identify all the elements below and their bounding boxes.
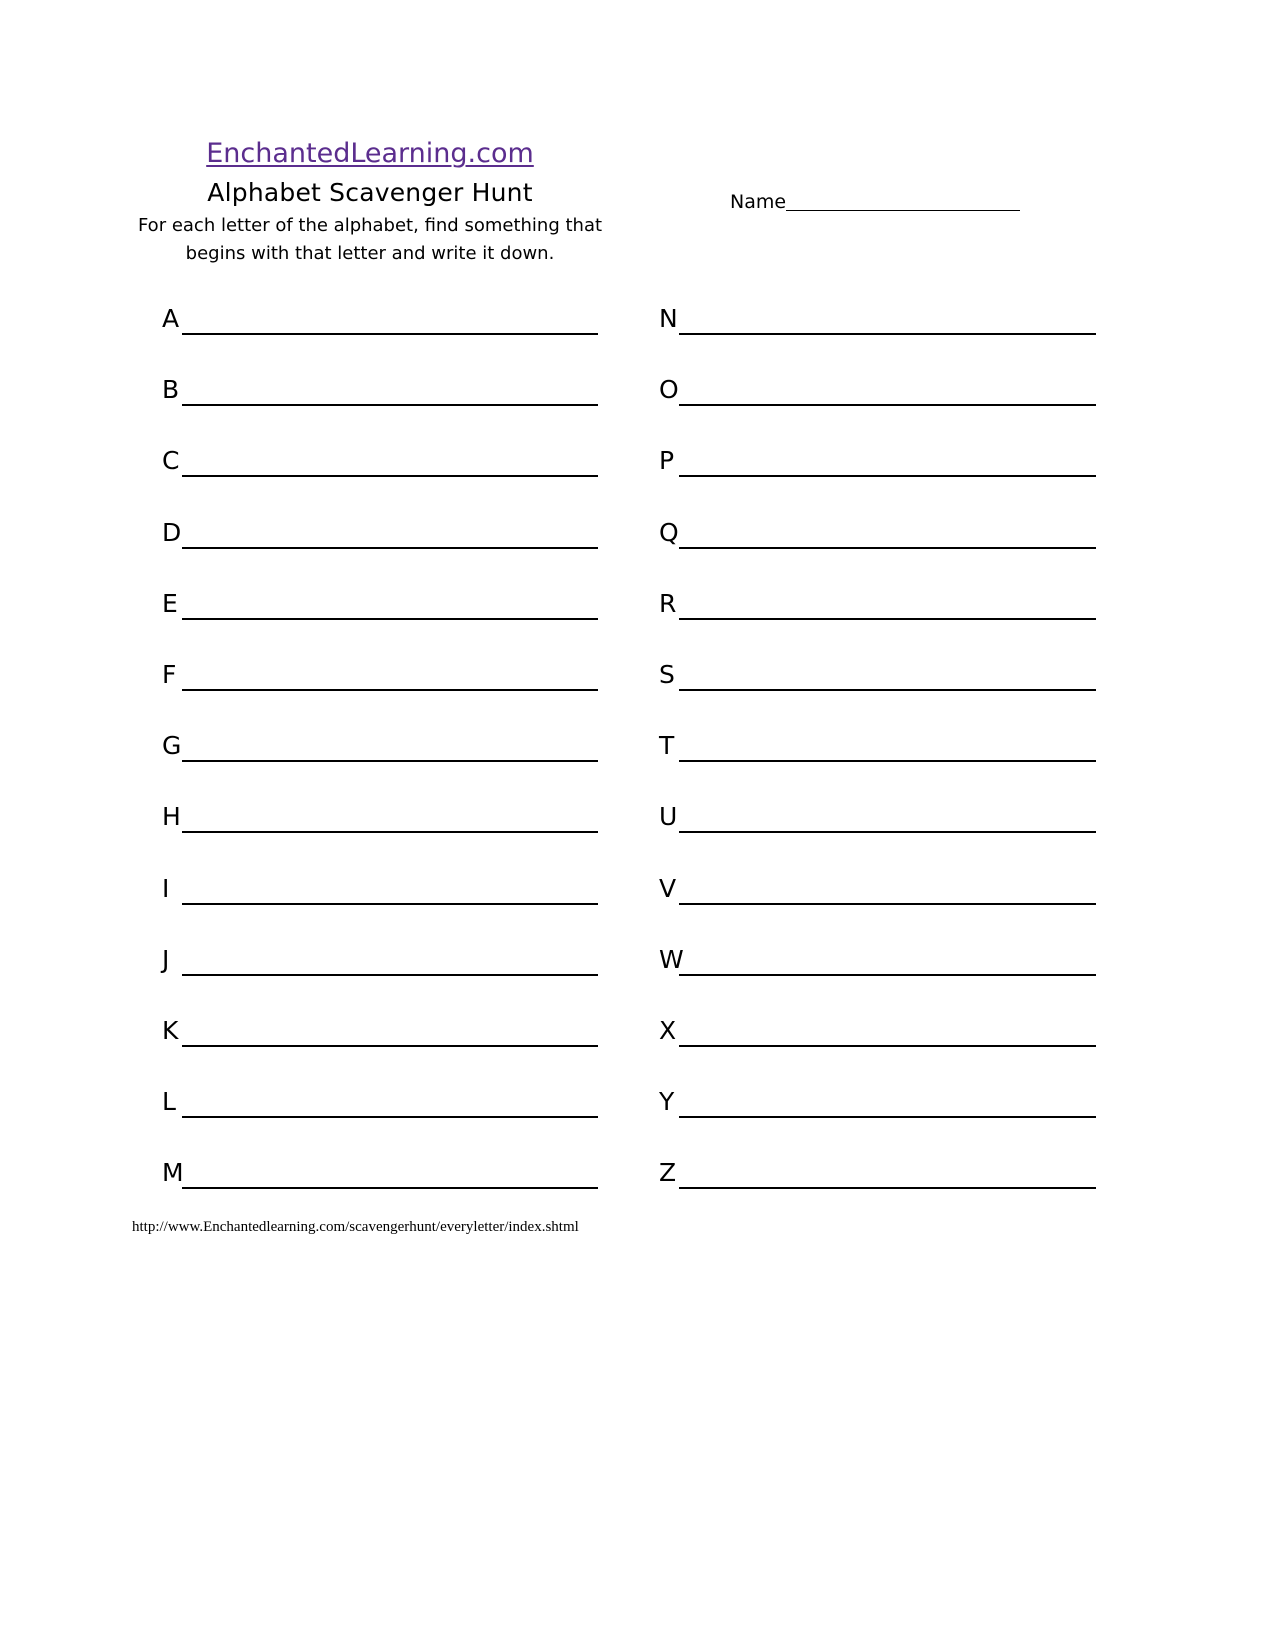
- answer-row: [162, 442, 598, 478]
- instructions: [120, 212, 620, 268]
- row-letter: J: [162, 945, 170, 974]
- row-letter: X: [659, 1016, 677, 1045]
- answer-row: [659, 1012, 1096, 1048]
- answer-row: [162, 371, 598, 407]
- row-letter: D: [162, 518, 182, 547]
- answer-row: [659, 727, 1096, 763]
- answer-line[interactable]: [182, 1116, 598, 1118]
- answer-row: [659, 870, 1096, 906]
- answer-line[interactable]: [182, 1045, 598, 1047]
- answer-row: [162, 1012, 598, 1048]
- answer-row: [659, 371, 1096, 407]
- answer-line[interactable]: [182, 404, 598, 406]
- row-letter: U: [659, 802, 678, 831]
- answer-line[interactable]: [182, 760, 598, 762]
- answer-row: [162, 870, 598, 906]
- site-link[interactable]: EnchantedLearning.com: [206, 138, 534, 169]
- answer-row: [659, 1154, 1096, 1190]
- answer-row: [162, 727, 598, 763]
- row-letter: S: [659, 660, 675, 689]
- answer-line[interactable]: [182, 547, 598, 549]
- answer-line[interactable]: [679, 475, 1096, 477]
- instructions-line-1: For each letter of the alphabet, find something that: [137, 215, 603, 236]
- instructions-line-2: begins with that letter and write it down.: [185, 243, 555, 264]
- name-field[interactable]: [786, 210, 1020, 211]
- answer-line[interactable]: [182, 333, 598, 335]
- row-letter: W: [659, 945, 684, 974]
- row-letter: L: [162, 1087, 176, 1116]
- answer-line[interactable]: [182, 903, 598, 905]
- answer-line[interactable]: [679, 404, 1096, 406]
- row-letter: B: [162, 375, 180, 404]
- row-letter: R: [659, 589, 677, 618]
- answer-row: [162, 585, 598, 621]
- worksheet-title: Alphabet Scavenger Hunt: [207, 178, 533, 207]
- row-letter: Q: [659, 518, 679, 547]
- answer-line[interactable]: [679, 903, 1096, 905]
- answer-row: [659, 300, 1096, 336]
- answer-line[interactable]: [679, 333, 1096, 335]
- name-label: Name: [730, 191, 787, 213]
- answer-row: [162, 941, 598, 977]
- answer-row: [659, 656, 1096, 692]
- answer-row: [659, 798, 1096, 834]
- answer-line[interactable]: [679, 547, 1096, 549]
- row-letter: H: [162, 802, 181, 831]
- row-letter: T: [659, 731, 675, 760]
- answer-row: [162, 514, 598, 550]
- answer-line[interactable]: [679, 1116, 1096, 1118]
- answer-line[interactable]: [679, 974, 1096, 976]
- row-letter: Z: [659, 1158, 677, 1187]
- answer-row: [659, 941, 1096, 977]
- answer-line[interactable]: [679, 760, 1096, 762]
- answer-line[interactable]: [679, 831, 1096, 833]
- answer-row: [162, 1154, 598, 1190]
- answer-line[interactable]: [679, 1045, 1096, 1047]
- answer-line[interactable]: [182, 831, 598, 833]
- row-letter: E: [162, 589, 178, 618]
- row-letter: O: [659, 375, 679, 404]
- row-letter: C: [162, 446, 180, 475]
- answer-row: [162, 300, 598, 336]
- answer-row: [659, 585, 1096, 621]
- row-letter: G: [162, 731, 182, 760]
- row-letter: N: [659, 304, 678, 333]
- answer-line[interactable]: [182, 689, 598, 691]
- row-letter: K: [162, 1016, 179, 1045]
- answer-line[interactable]: [182, 475, 598, 477]
- row-letter: P: [659, 446, 675, 475]
- answer-line[interactable]: [679, 689, 1096, 691]
- row-letter: F: [162, 660, 177, 689]
- answer-row: [659, 514, 1096, 550]
- answer-row: [162, 1083, 598, 1119]
- answer-line[interactable]: [679, 1187, 1096, 1189]
- row-letter: V: [659, 874, 677, 903]
- row-letter: A: [162, 304, 180, 333]
- answer-line[interactable]: [182, 618, 598, 620]
- answer-row: [659, 442, 1096, 478]
- answer-row: [162, 798, 598, 834]
- row-letter: I: [162, 874, 170, 903]
- row-letter: M: [162, 1158, 184, 1187]
- answer-line[interactable]: [182, 1187, 598, 1189]
- answer-row: [162, 656, 598, 692]
- footer-url: http://www.Enchantedlearning.com/scavengerhunt/everyletter/index.shtml: [132, 1219, 579, 1235]
- answer-line[interactable]: [679, 618, 1096, 620]
- row-letter: Y: [659, 1087, 675, 1116]
- answer-line[interactable]: [182, 974, 598, 976]
- answer-row: [659, 1083, 1096, 1119]
